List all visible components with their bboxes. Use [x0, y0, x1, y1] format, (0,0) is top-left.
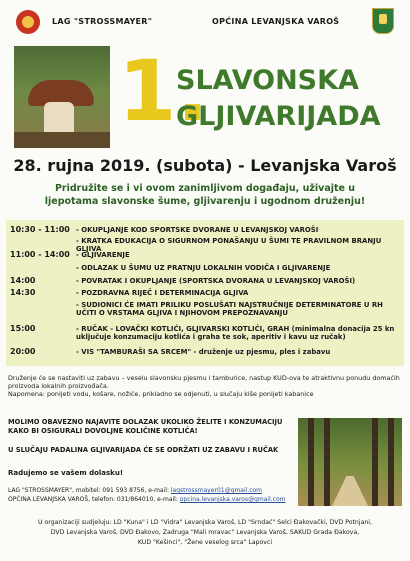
opcina-contact: [8, 495, 298, 504]
forest-path: [332, 476, 368, 506]
invitation-text: [40, 182, 370, 208]
organizers-line2: DVD Levanjska Varoš, DVD Đakovo, Zadruga "Mali mravac" Levanjska Varoš, SAKUD Grada Đakova,: [50, 529, 360, 536]
organizers-line1: U organizaciji sudjeluju: LD "Kuna" i LD "Vidra" Levanjska Varoš, LD "Srndać" Selci Đakovački, DVD Potnjani,: [38, 519, 372, 526]
schedule-description: - POZDRAVNA RIJEČ I DETERMINACIJA GLJIVA: [76, 289, 249, 297]
organizers-line3: KUD "Kešinci", "Žene veselog srca" Lapovci: [137, 539, 273, 546]
event-edition-number: 1.: [118, 42, 209, 140]
schedule-time: 15:00: [10, 324, 36, 333]
invitation-line2: ljepotama slavonske šume, gljivarenju i ugodnom druženju!: [44, 196, 366, 207]
notes-reminder: Napomena: ponijeti vodu, košare, nožiće, prikladno se odjenuti, u slučaju kiše ponijeti kabanice: [8, 390, 314, 398]
lag-contact-label: LAG "STROSSMAYER", mobitel: 091 593 8756, e-mail:: [8, 487, 171, 494]
event-date: 28. rujna 2019. (subota) - Levanjska Varoš: [13, 156, 397, 175]
municipality-name: OPĆINA LEVANJSKA VAROŠ: [212, 17, 340, 26]
regards-text: Radujemo se vašem dolasku!: [8, 469, 124, 477]
tree-trunk: [324, 418, 330, 506]
lag-email-link[interactable]: lagstrossmayer01@gmail.com: [170, 487, 263, 494]
contacts-section: [8, 486, 298, 504]
rain-notice: U SLUČAJU PADALINA GLJIVARIJADA ĆE SE ODRŽATI UZ ZABAVU I RUČAK: [8, 446, 279, 454]
event-title-line1: SLAVONSKA: [176, 65, 359, 96]
forest-path-photo: [298, 418, 402, 506]
schedule-description: - KRATKA EDUKACIJA O SIGURNOM PONAŠANJU U ŠUMI TE PRAVILNOM BRANJU GLJIVA: [76, 237, 382, 253]
schedule-table: [6, 220, 404, 366]
schedule-description: - POVRATAK I OKUPLJANJE (SPORTSKA DVORANA U LEVANJSKOJ VAROŠI): [76, 277, 356, 285]
municipality-crest-icon: [372, 8, 394, 34]
opcina-contact-label: OPĆINA LEVANJSKA VAROŠ, telefon: 031/864010, e-mail:: [8, 496, 180, 503]
notes-entertainment: Druženje će se nastaviti uz zabavu – veselu slavonsku pjesmu i tamburice, nastup KUD-ova te atraktivnu ponudu domaćih proizvoda lokalnih proizvođača.: [8, 374, 400, 390]
appeal-section: [8, 418, 288, 465]
schedule-time: 11:00 - 14:00: [10, 250, 70, 259]
schedule-time: 20:00: [10, 347, 36, 356]
event-title-line2: GLJIVARIJADA: [176, 101, 381, 132]
organizers-section: [10, 518, 400, 548]
tree-trunk: [308, 418, 314, 506]
schedule-time: 10:30 - 11:00: [10, 225, 70, 234]
reservation-notice: MOLIMO OBAVEZNO NAJAVITE DOLAZAK UKOLIKO ŽELITE I KONZUMACIJU KAKO BI OSIGURALI DOVOLJNE KOLIČINE KOTLIĆA!: [8, 418, 283, 435]
mushroom-photo: [14, 46, 110, 148]
schedule-description: - VIS "TAMBURAŠI SA SRCEM" - druženje uz pjesmu, ples i zabavu: [76, 348, 331, 356]
schedule-description: - RUČAK - LOVAČKI KOTLIĆI, GLJIVARSKI KOTLIĆI, GRAH (minimalna donacija 25 kn uključuje konzumaciju kotlića i graha te sok, aperitiv i kavu uz ručak): [76, 325, 395, 341]
lag-logo-icon: [16, 10, 40, 34]
lag-contact: [8, 486, 298, 495]
schedule-description: - GLJIVARENJE: [76, 251, 130, 259]
schedule-description: - OKUPLJANJE KOD SPORTSKE DVORANE U LEVANJSKOJ VAROŠI: [76, 226, 319, 234]
forest-floor: [14, 132, 110, 148]
header: [0, 8, 410, 34]
schedule-description: - ODLAZAK U ŠUMU UZ PRATNJU LOKALNIH VODIČA I GLJIVARENJE: [76, 264, 331, 272]
schedule-time: 14:30: [10, 288, 36, 297]
schedule-time: 14:00: [10, 276, 36, 285]
notes-section: [8, 374, 404, 398]
invitation-line1: Pridružite se i vi ovom zanimljivom događaju, uživajte u: [54, 183, 356, 194]
schedule-description: - SUDIONICI ĆE IMATI PRILIKU POSLUŠATI NAJSTRUČNIJE DETERMINATORE U RH UČITI O VRSTAMA GLJIVA I NJIHOVOM PREPOZNAVANJU: [76, 301, 383, 317]
tree-trunk: [372, 418, 378, 506]
tree-trunk: [388, 418, 394, 506]
opcina-email-link[interactable]: opcina.levanjska.varos@gmail.com: [179, 496, 286, 503]
lag-name: LAG "STROSSMAYER": [52, 17, 153, 26]
